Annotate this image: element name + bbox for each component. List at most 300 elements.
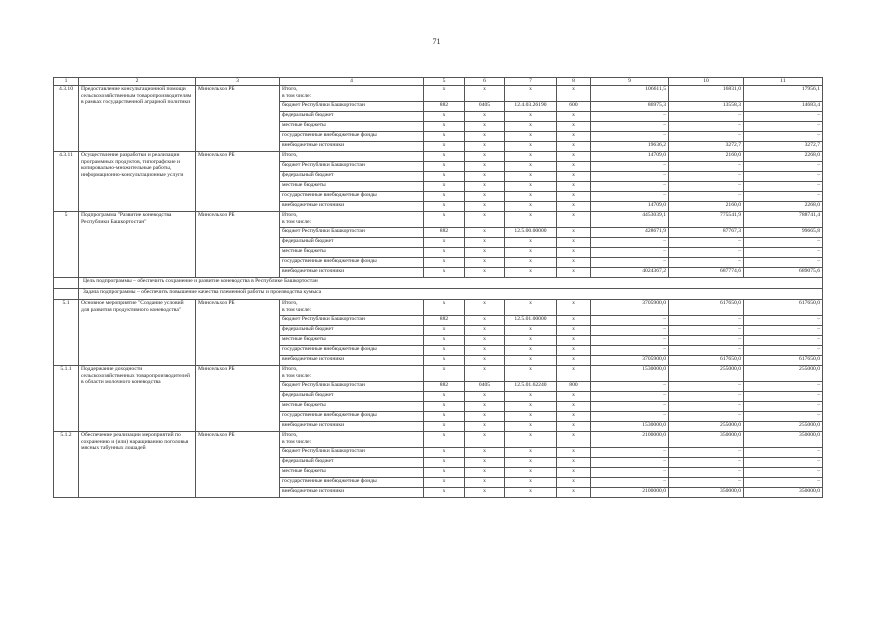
funding-source: Итого, в том числе: [280, 366, 424, 382]
amount-col10: 13558,3 [669, 102, 744, 112]
amount-col10: – [669, 382, 744, 392]
code-target: x [505, 86, 557, 102]
row-code: 5.1 [54, 300, 79, 366]
amount-col9: 2100000,0 [591, 432, 669, 448]
amount-col9: – [591, 392, 669, 402]
column-header: 3 [196, 78, 280, 86]
code-section: x [465, 336, 505, 346]
amount-col10: – [669, 392, 744, 402]
code-target: x [505, 122, 557, 132]
row-name: Обеспечение реализации мероприятий по сохранению и (или) наращиванию поголовья мясных табунных лошадей [79, 432, 196, 498]
code-expense-type: x [557, 300, 591, 316]
code-expense-type: x [557, 468, 591, 478]
amount-col11: – [744, 468, 823, 478]
code-target: x [505, 268, 557, 278]
amount-col11: 255000,0 [744, 366, 823, 382]
code-target: x [505, 402, 557, 412]
code-ministry: x [424, 366, 465, 382]
table-row [54, 212, 823, 228]
amount-col10: 255000,0 [669, 366, 744, 382]
amount-col9: 1530000,0 [591, 422, 669, 432]
code-expense-type: x [557, 326, 591, 336]
code-target: x [505, 326, 557, 336]
code-expense-type: 600 [557, 102, 591, 112]
code-target: x [505, 212, 557, 228]
code-expense-type: x [557, 132, 591, 142]
goal-row [54, 278, 823, 289]
funding-source: Итого, в том числе: [280, 212, 424, 228]
amount-col11: – [744, 448, 823, 458]
code-section: x [465, 432, 505, 448]
code-section: x [465, 228, 505, 238]
amount-col11: – [744, 238, 823, 248]
code-expense-type: x [557, 192, 591, 202]
column-header: 9 [591, 78, 669, 86]
table-row [54, 432, 823, 448]
amount-col10: 350000,0 [669, 432, 744, 448]
code-target: x [505, 356, 557, 366]
amount-col9: – [591, 122, 669, 132]
code-target: x [505, 112, 557, 122]
amount-col11: 14683,4 [744, 102, 823, 112]
amount-col10: 255000,0 [669, 422, 744, 432]
amount-col11: – [744, 458, 823, 468]
code-ministry: x [424, 182, 465, 192]
amount-col11: 350000,0 [744, 488, 823, 498]
amount-col10: – [669, 448, 744, 458]
funding-source: бюджет Республики Башкортостан [280, 382, 424, 392]
code-ministry: x [424, 392, 465, 402]
code-section: x [465, 248, 505, 258]
code-expense-type: x [557, 392, 591, 402]
funding-source: внебюджетные источники [280, 488, 424, 498]
funding-source: бюджет Республики Башкортостан [280, 102, 424, 112]
amount-col9: 4453039,1 [591, 212, 669, 228]
code-target: x [505, 192, 557, 202]
column-header: 10 [669, 78, 744, 86]
amount-col9: – [591, 412, 669, 422]
code-expense-type: x [557, 248, 591, 258]
amount-col10: 2160,0 [669, 202, 744, 212]
row-executor: Минсельхоз РБ [196, 152, 280, 212]
code-section: x [465, 392, 505, 402]
amount-col9: – [591, 182, 669, 192]
amount-col10: – [669, 316, 744, 326]
code-section: x [465, 132, 505, 142]
code-ministry: x [424, 468, 465, 478]
amount-col9: – [591, 162, 669, 172]
code-target: x [505, 142, 557, 152]
code-ministry: 882 [424, 316, 465, 326]
amount-col9: – [591, 402, 669, 412]
code-ministry: x [424, 432, 465, 448]
row-name: Поддержание доходности сельскохозяйственных товаропроизводителей в области молочного коневодства [79, 366, 196, 432]
goal-text: Цель подпрограммы – обеспечить сохранение и развитие коневодства в Республике Башкортостан [79, 278, 823, 289]
amount-col10: – [669, 122, 744, 132]
amount-col10: – [669, 336, 744, 346]
code-section: x [465, 326, 505, 336]
funding-source: федеральный бюджет [280, 392, 424, 402]
amount-col9: – [591, 172, 669, 182]
code-target: x [505, 172, 557, 182]
amount-col9: – [591, 248, 669, 258]
code-ministry: x [424, 402, 465, 412]
amount-col10: 350000,0 [669, 488, 744, 498]
code-ministry: x [424, 112, 465, 122]
code-target: x [505, 468, 557, 478]
code-section: x [465, 86, 505, 102]
code-ministry: 882 [424, 382, 465, 392]
funding-source: Итого, в том числе: [280, 432, 424, 448]
code-target: x [505, 412, 557, 422]
row-code: 5.1.2 [54, 432, 79, 498]
amount-col9: – [591, 468, 669, 478]
row-code: 5 [54, 212, 79, 278]
code-target: x [505, 392, 557, 402]
amount-col10: – [669, 132, 744, 142]
amount-col9: – [591, 458, 669, 468]
code-section: x [465, 142, 505, 152]
amount-col9: 1530000,0 [591, 366, 669, 382]
amount-col11: 689075,6 [744, 268, 823, 278]
amount-col11: – [744, 326, 823, 336]
amount-col9: 14709,0 [591, 152, 669, 162]
code-target: 12.5.01.62240 [505, 382, 557, 392]
funding-source: бюджет Республики Башкортостан [280, 228, 424, 238]
amount-col10: 87767,3 [669, 228, 744, 238]
funding-source: внебюджетные источники [280, 142, 424, 152]
code-section: x [465, 488, 505, 498]
code-section: x [465, 448, 505, 458]
amount-col9: – [591, 448, 669, 458]
funding-source: федеральный бюджет [280, 112, 424, 122]
amount-col10: – [669, 458, 744, 468]
code-target: x [505, 248, 557, 258]
code-ministry: x [424, 478, 465, 488]
code-target: 12.4.03.26190 [505, 102, 557, 112]
amount-col11: 17956,1 [744, 86, 823, 102]
amount-col9: 2100000,0 [591, 488, 669, 498]
code-target: x [505, 422, 557, 432]
code-target: x [505, 478, 557, 488]
table-row [54, 86, 823, 102]
code-section: x [465, 122, 505, 132]
code-expense-type: x [557, 316, 591, 326]
code-expense-type: x [557, 412, 591, 422]
code-target: x [505, 202, 557, 212]
amount-col9: 86975,3 [591, 102, 669, 112]
code-section: x [465, 182, 505, 192]
code-ministry: x [424, 122, 465, 132]
amount-col11: 3272,7 [744, 142, 823, 152]
code-expense-type: x [557, 238, 591, 248]
amount-col10: – [669, 412, 744, 422]
column-header: 4 [280, 78, 424, 86]
code-target: x [505, 488, 557, 498]
goal-row [54, 289, 823, 300]
table-body [54, 86, 823, 498]
code-section: 0405 [465, 382, 505, 392]
amount-col11: – [744, 122, 823, 132]
row-code: 4.3.11 [54, 152, 79, 212]
amount-col9: – [591, 238, 669, 248]
code-expense-type: x [557, 172, 591, 182]
amount-col10: 775541,9 [669, 212, 744, 228]
amount-col9: – [591, 132, 669, 142]
funding-source: местные бюджеты [280, 122, 424, 132]
code-expense-type: x [557, 182, 591, 192]
code-section: x [465, 366, 505, 382]
funding-source: федеральный бюджет [280, 172, 424, 182]
code-ministry: x [424, 86, 465, 102]
budget-table [53, 77, 823, 498]
row-name: Основное мероприятие "Создание условий для развития продуктивного коневодства" [79, 300, 196, 366]
code-expense-type: x [557, 258, 591, 268]
code-expense-type: x [557, 432, 591, 448]
goal-text: Задача подпрограммы – обеспечить повышение качества племенной работы и производства кумыса [79, 289, 823, 300]
funding-source: местные бюджеты [280, 468, 424, 478]
code-ministry: x [424, 488, 465, 498]
funding-source: бюджет Республики Башкортостан [280, 316, 424, 326]
amount-col10: – [669, 346, 744, 356]
column-header: 11 [744, 78, 823, 86]
code-target: 12.5.01.00000 [505, 316, 557, 326]
code-section: x [465, 238, 505, 248]
code-section: x [465, 478, 505, 488]
code-section: 0405 [465, 102, 505, 112]
amount-col10: – [669, 402, 744, 412]
amount-col9: 3705900,0 [591, 356, 669, 366]
column-header: 5 [424, 78, 465, 86]
amount-col9: – [591, 336, 669, 346]
amount-col11: – [744, 172, 823, 182]
funding-source: Итого, в том числе: [280, 86, 424, 102]
row-executor: Минсельхоз РБ [196, 432, 280, 498]
code-expense-type: x [557, 142, 591, 152]
amount-col11: – [744, 316, 823, 326]
amount-col10: 16831,0 [669, 86, 744, 102]
code-ministry: x [424, 356, 465, 366]
code-expense-type: x [557, 202, 591, 212]
code-expense-type: x [557, 122, 591, 132]
code-ministry: x [424, 248, 465, 258]
amount-col9: – [591, 346, 669, 356]
amount-col9: – [591, 258, 669, 268]
amount-col11: – [744, 336, 823, 346]
code-expense-type: x [557, 356, 591, 366]
amount-col9: 4024367,2 [591, 268, 669, 278]
funding-source: федеральный бюджет [280, 238, 424, 248]
code-ministry: x [424, 162, 465, 172]
funding-source: местные бюджеты [280, 182, 424, 192]
code-section: x [465, 112, 505, 122]
amount-col11: – [744, 192, 823, 202]
table-row [54, 366, 823, 382]
code-expense-type: x [557, 402, 591, 412]
code-ministry: x [424, 448, 465, 458]
amount-col11: 2268,0 [744, 202, 823, 212]
code-section: x [465, 202, 505, 212]
funding-source: местные бюджеты [280, 336, 424, 346]
amount-col10: – [669, 182, 744, 192]
code-target: x [505, 336, 557, 346]
amount-col11: – [744, 478, 823, 488]
funding-source: федеральный бюджет [280, 458, 424, 468]
code-expense-type: x [557, 488, 591, 498]
code-ministry: x [424, 268, 465, 278]
amount-col11: – [744, 182, 823, 192]
amount-col9: – [591, 478, 669, 488]
funding-source: внебюджетные источники [280, 422, 424, 432]
amount-col11: 350000,0 [744, 432, 823, 448]
funding-source: государственные внебюджетные фонды [280, 346, 424, 356]
code-expense-type: x [557, 458, 591, 468]
code-target: x [505, 152, 557, 162]
amount-col11: – [744, 346, 823, 356]
code-ministry: 882 [424, 228, 465, 238]
amount-col10: 3272,7 [669, 142, 744, 152]
row-name: Подпрограмма "Развитие коневодства Республики Башкортостан" [79, 212, 196, 278]
table-row [54, 152, 823, 162]
code-expense-type: x [557, 448, 591, 458]
amount-col9: 428671,9 [591, 228, 669, 238]
code-ministry: x [424, 346, 465, 356]
row-executor: Минсельхоз РБ [196, 300, 280, 366]
amount-col11: – [744, 258, 823, 268]
code-ministry: x [424, 412, 465, 422]
code-expense-type: x [557, 162, 591, 172]
code-target: 12.5.00.00000 [505, 228, 557, 238]
row-executor: Минсельхоз РБ [196, 86, 280, 152]
column-header: 1 [54, 78, 79, 86]
code-expense-type: x [557, 268, 591, 278]
column-header: 2 [79, 78, 196, 86]
funding-source: местные бюджеты [280, 402, 424, 412]
code-target: x [505, 448, 557, 458]
code-target: x [505, 132, 557, 142]
amount-col9: 14709,0 [591, 202, 669, 212]
code-section: x [465, 468, 505, 478]
code-ministry: x [424, 192, 465, 202]
code-expense-type: x [557, 346, 591, 356]
code-expense-type: x [557, 366, 591, 382]
column-header-row [54, 78, 823, 86]
amount-col9: – [591, 316, 669, 326]
amount-col9: 19636,2 [591, 142, 669, 152]
code-target: x [505, 366, 557, 382]
code-ministry: x [424, 132, 465, 142]
funding-source: бюджет Республики Башкортостан [280, 448, 424, 458]
row-name: Предоставление консультационной помощи сельскохозяйственным товаропроизводителям в рамках государственной аграрной политики [79, 86, 196, 152]
code-expense-type: x [557, 86, 591, 102]
amount-col10: – [669, 326, 744, 336]
code-ministry: x [424, 422, 465, 432]
row-executor: Минсельхоз РБ [196, 366, 280, 432]
code-expense-type: x [557, 228, 591, 238]
row-executor: Минсельхоз РБ [196, 212, 280, 278]
amount-col10: – [669, 468, 744, 478]
code-section: x [465, 192, 505, 202]
amount-col9: – [591, 192, 669, 202]
column-header: 7 [505, 78, 557, 86]
amount-col9: 106611,5 [591, 86, 669, 102]
amount-col11: 788741,4 [744, 212, 823, 228]
code-expense-type: x [557, 478, 591, 488]
code-target: x [505, 182, 557, 192]
amount-col9: 3705900,0 [591, 300, 669, 316]
code-section: x [465, 152, 505, 162]
funding-source: внебюджетные источники [280, 356, 424, 366]
code-section: x [465, 172, 505, 182]
code-section: x [465, 412, 505, 422]
code-section: x [465, 316, 505, 326]
code-expense-type: x [557, 112, 591, 122]
amount-col9: – [591, 112, 669, 122]
amount-col11: – [744, 132, 823, 142]
code-ministry: x [424, 258, 465, 268]
amount-col10: – [669, 258, 744, 268]
code-ministry: x [424, 326, 465, 336]
code-target: x [505, 346, 557, 356]
code-target: x [505, 432, 557, 448]
amount-col9: – [591, 326, 669, 336]
amount-col10: 687774,6 [669, 268, 744, 278]
code-ministry: x [424, 458, 465, 468]
column-header: 8 [557, 78, 591, 86]
funding-source: государственные внебюджетные фонды [280, 132, 424, 142]
funding-source: внебюджетные источники [280, 202, 424, 212]
amount-col10: – [669, 112, 744, 122]
amount-col11: 99665,8 [744, 228, 823, 238]
amount-col11: – [744, 248, 823, 258]
code-ministry: x [424, 238, 465, 248]
funding-source: государственные внебюджетные фонды [280, 258, 424, 268]
amount-col11: – [744, 112, 823, 122]
table-row [54, 300, 823, 316]
amount-col10: – [669, 192, 744, 202]
amount-col11: 255000,0 [744, 422, 823, 432]
amount-col9: – [591, 382, 669, 392]
amount-col11: – [744, 412, 823, 422]
code-ministry: x [424, 300, 465, 316]
code-target: x [505, 238, 557, 248]
amount-col10: – [669, 172, 744, 182]
amount-col10: – [669, 248, 744, 258]
code-target: x [505, 258, 557, 268]
code-section: x [465, 162, 505, 172]
code-section: x [465, 300, 505, 316]
code-expense-type: x [557, 212, 591, 228]
code-expense-type: 800 [557, 382, 591, 392]
code-section: x [465, 258, 505, 268]
row-code: 4.3.10 [54, 86, 79, 152]
code-expense-type: x [557, 152, 591, 162]
amount-col11: – [744, 162, 823, 172]
code-expense-type: x [557, 422, 591, 432]
funding-source: внебюджетные источники [280, 268, 424, 278]
funding-source: государственные внебюджетные фонды [280, 478, 424, 488]
code-section: x [465, 356, 505, 366]
amount-col10: – [669, 162, 744, 172]
funding-source: государственные внебюджетные фонды [280, 412, 424, 422]
code-ministry: x [424, 212, 465, 228]
code-ministry: x [424, 336, 465, 346]
code-section: x [465, 268, 505, 278]
amount-col11: 617650,0 [744, 300, 823, 316]
amount-col10: – [669, 478, 744, 488]
row-name: Осуществление разработки и реализации программных продуктов, типографские и копировально-множительные работы, информационно-консультационные услуги [79, 152, 196, 212]
code-ministry: x [424, 202, 465, 212]
